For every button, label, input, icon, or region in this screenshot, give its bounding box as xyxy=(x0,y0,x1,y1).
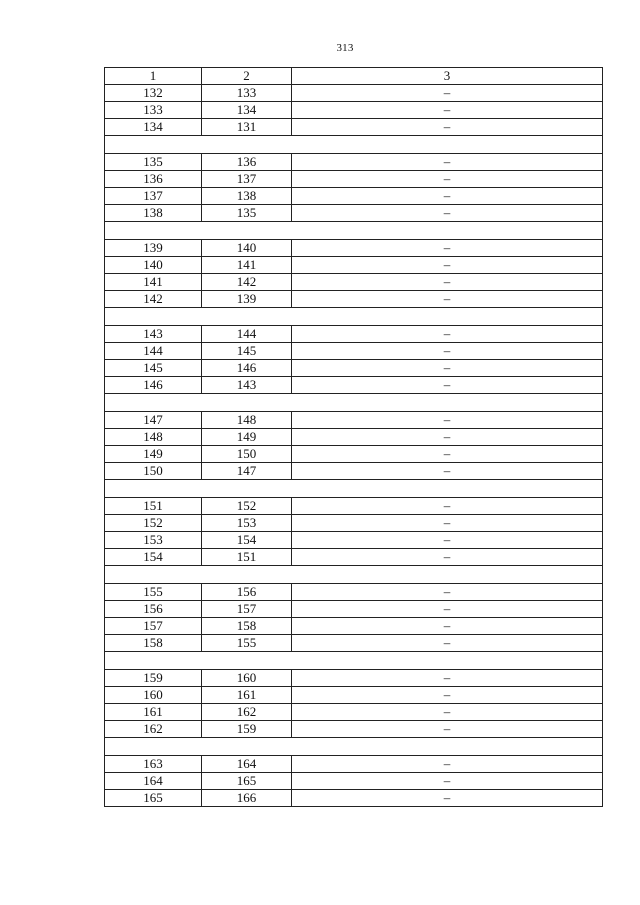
table-cell-col-1: 148 xyxy=(105,429,202,446)
table-cell-col-2: 159 xyxy=(202,721,292,738)
table-cell-col-1: 133 xyxy=(105,102,202,119)
table-cell-col-1: 145 xyxy=(105,360,202,377)
table-cell-col-1: 151 xyxy=(105,498,202,515)
table-cell-col-3: – xyxy=(292,601,603,618)
table-cell-col-1: 155 xyxy=(105,584,202,601)
table-cell-col-1: 136 xyxy=(105,171,202,188)
table-row xyxy=(105,704,603,721)
table-cell-col-3: – xyxy=(292,498,603,515)
table-row xyxy=(105,498,603,515)
column-header-3: 3 xyxy=(292,68,603,85)
table-row xyxy=(105,687,603,704)
table-row xyxy=(105,119,603,136)
table-cell-col-3: – xyxy=(292,154,603,171)
group-separator-row xyxy=(105,480,603,498)
table-cell-col-1: 141 xyxy=(105,274,202,291)
table-cell-col-3: – xyxy=(292,670,603,687)
table-row xyxy=(105,171,603,188)
table-cell-col-3: – xyxy=(292,721,603,738)
table-cell-col-2: 146 xyxy=(202,360,292,377)
table-cell-col-1: 158 xyxy=(105,635,202,652)
table-cell-col-1: 146 xyxy=(105,377,202,394)
table-cell-col-3: – xyxy=(292,257,603,274)
page-number: 313 xyxy=(336,42,354,54)
table-cell-col-3: – xyxy=(292,119,603,136)
table-cell-col-3: – xyxy=(292,171,603,188)
table-cell-col-3: – xyxy=(292,532,603,549)
table-cell-col-3: – xyxy=(292,515,603,532)
header-row xyxy=(105,68,603,85)
table-cell-col-2: 134 xyxy=(202,102,292,119)
group-separator-row xyxy=(105,738,603,756)
table-cell-col-2: 160 xyxy=(202,670,292,687)
table-cell-col-3: – xyxy=(292,343,603,360)
table-cell-col-2: 162 xyxy=(202,704,292,721)
table-cell-col-2: 144 xyxy=(202,326,292,343)
table-cell-col-2: 155 xyxy=(202,635,292,652)
table-body xyxy=(105,85,603,807)
table-cell-col-3: – xyxy=(292,549,603,566)
table-row xyxy=(105,274,603,291)
table-row xyxy=(105,377,603,394)
table-cell-col-1: 138 xyxy=(105,205,202,222)
group-separator-row xyxy=(105,394,603,412)
table-cell-col-3: – xyxy=(292,377,603,394)
table-cell-col-3: – xyxy=(292,412,603,429)
table-cell-col-2: 137 xyxy=(202,171,292,188)
table-cell-col-2: 143 xyxy=(202,377,292,394)
table-row xyxy=(105,412,603,429)
table-cell-col-2: 158 xyxy=(202,618,292,635)
column-header-1: 1 xyxy=(105,68,202,85)
table-cell-col-2: 154 xyxy=(202,532,292,549)
table-cell-col-3: – xyxy=(292,102,603,119)
table-row xyxy=(105,343,603,360)
table-row xyxy=(105,532,603,549)
table-cell-col-1: 159 xyxy=(105,670,202,687)
table-cell-col-3: – xyxy=(292,687,603,704)
group-separator-row xyxy=(105,308,603,326)
table-cell-col-3: – xyxy=(292,635,603,652)
table-cell-col-3: – xyxy=(292,790,603,807)
table-cell-col-2: 166 xyxy=(202,790,292,807)
table-cell-col-2: 135 xyxy=(202,205,292,222)
group-separator-cell xyxy=(105,480,603,498)
table-row xyxy=(105,584,603,601)
table-row xyxy=(105,515,603,532)
table-cell-col-1: 134 xyxy=(105,119,202,136)
table-cell-col-2: 150 xyxy=(202,446,292,463)
table-cell-col-3: – xyxy=(292,618,603,635)
table-row xyxy=(105,446,603,463)
table-cell-col-1: 132 xyxy=(105,85,202,102)
table-cell-col-1: 149 xyxy=(105,446,202,463)
table-cell-col-2: 141 xyxy=(202,257,292,274)
table-cell-col-2: 151 xyxy=(202,549,292,566)
table-cell-col-1: 165 xyxy=(105,790,202,807)
table-row xyxy=(105,154,603,171)
table-cell-col-1: 154 xyxy=(105,549,202,566)
table-cell-col-2: 161 xyxy=(202,687,292,704)
table-cell-col-2: 156 xyxy=(202,584,292,601)
table-cell-col-1: 142 xyxy=(105,291,202,308)
group-separator-row xyxy=(105,652,603,670)
table-cell-col-2: 147 xyxy=(202,463,292,480)
table-cell-col-3: – xyxy=(292,85,603,102)
table-cell-col-2: 149 xyxy=(202,429,292,446)
table-row xyxy=(105,205,603,222)
table-cell-col-2: 152 xyxy=(202,498,292,515)
table-cell-col-2: 164 xyxy=(202,756,292,773)
table-cell-col-1: 144 xyxy=(105,343,202,360)
table-cell-col-2: 131 xyxy=(202,119,292,136)
table-cell-col-2: 148 xyxy=(202,412,292,429)
table-row xyxy=(105,635,603,652)
table-cell-col-3: – xyxy=(292,240,603,257)
table-cell-col-1: 162 xyxy=(105,721,202,738)
table-cell-col-2: 153 xyxy=(202,515,292,532)
table-cell-col-1: 163 xyxy=(105,756,202,773)
table-row xyxy=(105,756,603,773)
table-cell-col-3: – xyxy=(292,704,603,721)
table-row xyxy=(105,326,603,343)
table-cell-col-2: 140 xyxy=(202,240,292,257)
table-row xyxy=(105,773,603,790)
table-header xyxy=(105,68,603,85)
group-separator-cell xyxy=(105,652,603,670)
table-row xyxy=(105,291,603,308)
table-cell-col-3: – xyxy=(292,584,603,601)
table-cell-col-3: – xyxy=(292,205,603,222)
table-cell-col-3: – xyxy=(292,756,603,773)
table-cell-col-3: – xyxy=(292,446,603,463)
table-cell-col-2: 136 xyxy=(202,154,292,171)
group-separator-cell xyxy=(105,738,603,756)
table-cell-col-1: 156 xyxy=(105,601,202,618)
table-cell-col-1: 135 xyxy=(105,154,202,171)
table-row xyxy=(105,85,603,102)
table-cell-col-1: 157 xyxy=(105,618,202,635)
table-row xyxy=(105,618,603,635)
group-separator-row xyxy=(105,222,603,240)
table-cell-col-1: 164 xyxy=(105,773,202,790)
table-row xyxy=(105,240,603,257)
table-cell-col-3: – xyxy=(292,360,603,377)
table-row xyxy=(105,257,603,274)
table-cell-col-3: – xyxy=(292,291,603,308)
table-cell-col-1: 150 xyxy=(105,463,202,480)
group-separator-row xyxy=(105,566,603,584)
table-cell-col-2: 138 xyxy=(202,188,292,205)
table-cell-col-2: 133 xyxy=(202,85,292,102)
table-row xyxy=(105,601,603,618)
table-cell-col-2: 145 xyxy=(202,343,292,360)
group-separator-cell xyxy=(105,566,603,584)
table-row xyxy=(105,429,603,446)
column-header-2: 2 xyxy=(202,68,292,85)
table-cell-col-2: 157 xyxy=(202,601,292,618)
table-row xyxy=(105,360,603,377)
table-row xyxy=(105,790,603,807)
table-cell-col-2: 165 xyxy=(202,773,292,790)
group-separator-cell xyxy=(105,394,603,412)
group-separator-cell xyxy=(105,308,603,326)
table-cell-col-3: – xyxy=(292,429,603,446)
table-cell-col-1: 137 xyxy=(105,188,202,205)
table-cell-col-1: 153 xyxy=(105,532,202,549)
table-row xyxy=(105,549,603,566)
table-row xyxy=(105,102,603,119)
table-cell-col-1: 152 xyxy=(105,515,202,532)
table-cell-col-1: 161 xyxy=(105,704,202,721)
table-cell-col-3: – xyxy=(292,188,603,205)
table-cell-col-1: 160 xyxy=(105,687,202,704)
table-row xyxy=(105,188,603,205)
table-cell-col-1: 140 xyxy=(105,257,202,274)
table-cell-col-1: 147 xyxy=(105,412,202,429)
group-separator-cell xyxy=(105,222,603,240)
data-table xyxy=(104,67,603,807)
table-row xyxy=(105,463,603,480)
table-cell-col-1: 143 xyxy=(105,326,202,343)
table-cell-col-3: – xyxy=(292,326,603,343)
table-cell-col-3: – xyxy=(292,773,603,790)
table-row xyxy=(105,670,603,687)
group-separator-cell xyxy=(105,136,603,154)
table-cell-col-3: – xyxy=(292,463,603,480)
table-row xyxy=(105,721,603,738)
table-cell-col-2: 139 xyxy=(202,291,292,308)
table-cell-col-2: 142 xyxy=(202,274,292,291)
table-cell-col-1: 139 xyxy=(105,240,202,257)
table-cell-col-3: – xyxy=(292,274,603,291)
group-separator-row xyxy=(105,136,603,154)
